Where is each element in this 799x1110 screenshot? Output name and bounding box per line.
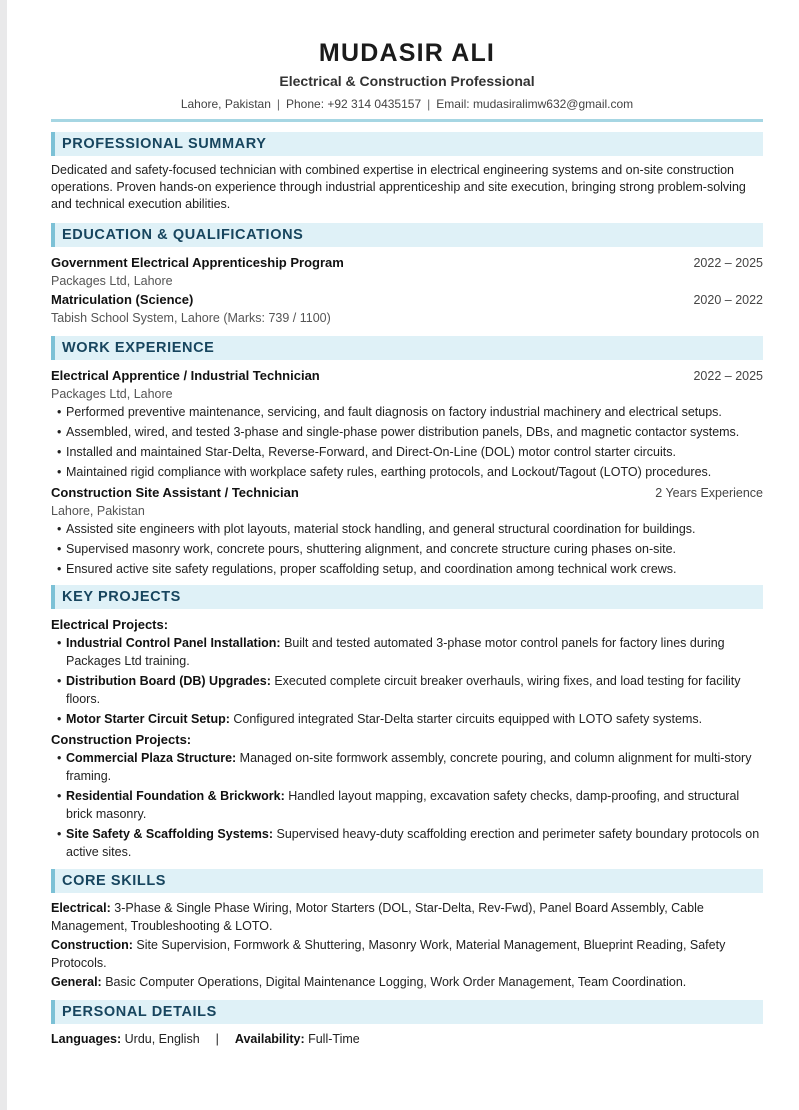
education-date: 2020 – 2022 [693, 293, 763, 307]
job-bullet: • Installed and maintained Star-Delta, Reverse-Forward, and Direct-On-Line (DOL) motor control starter circuits. [51, 443, 763, 461]
project-item [51, 787, 763, 823]
availability-label: Availability: [234, 1032, 305, 1046]
job-title: Construction Site Assistant / Technician [51, 485, 299, 500]
job-bullet: • Maintained rigid compliance with workplace safety rules, earthing protocols, and Lockout/Tagout (LOTO) procedures. [51, 463, 763, 481]
skill-line [51, 936, 763, 972]
candidate-title: Electrical & Construction Professional [279, 73, 535, 89]
project-label: Residential Foundation & Brickwork: [66, 789, 285, 803]
job-bullet: • Ensured active site safety regulations, proper scaffolding setup, and coordination among technical work crews. [51, 560, 763, 578]
header-divider [51, 119, 763, 122]
project-item [51, 672, 763, 708]
candidate-name: MUDASIR ALI [318, 39, 496, 67]
education-date: 2022 – 2025 [693, 256, 763, 270]
resume-page [51, 0, 763, 1048]
skill-text: 3-Phase & Single Phase Wiring, Motor Starters (DOL, Star-Delta, Rev-Fwd), Panel Board Assembly, Cable Management, Troubleshooting & LOTO. [51, 901, 704, 933]
project-item [51, 749, 763, 785]
project-label: Industrial Control Panel Installation: [66, 636, 281, 650]
education-item [51, 290, 763, 327]
section-heading-projects: KEY PROJECTS [51, 585, 763, 609]
job-bullet: • Assisted site engineers with plot layouts, material stock handling, and general structural coordination for buildings. [51, 520, 763, 538]
project-description: Executed complete circuit breaker overhauls, wiring fixes, and load testing for facility floors. [66, 674, 741, 706]
project-label: Motor Starter Circuit Setup: [66, 712, 230, 726]
languages-value: Urdu, English [121, 1032, 200, 1046]
job-title: Electrical Apprentice / Industrial Technician [51, 368, 320, 383]
education-row [51, 290, 763, 309]
contact-email[interactable]: Email: mudasiralimw632@gmail.com [436, 97, 634, 111]
section-heading-experience: WORK EXPERIENCE [51, 336, 763, 360]
project-description: Configured integrated Star-Delta starter circuits equipped with LOTO safety systems. [229, 712, 703, 726]
contact-line [51, 96, 763, 112]
page-left-edge [0, 0, 7, 1110]
job-employer: Packages Ltd, Lahore [51, 387, 173, 401]
job-bullets [51, 520, 763, 578]
job-bullet: • Supervised masonry work, concrete pours, shuttering alignment, and concrete structure curing phases on-site. [51, 540, 763, 558]
project-list [51, 634, 763, 728]
contact-separator: | [276, 97, 280, 111]
project-item [51, 825, 763, 861]
project-description: Managed on-site formwork assembly, concrete pouring, and column alignment for multi-story framing. [66, 751, 752, 783]
job-row [51, 366, 763, 385]
project-label: Distribution Board (DB) Upgrades: [66, 674, 271, 688]
project-group [51, 730, 763, 861]
job-item [51, 483, 763, 578]
education-title: Matriculation (Science) [51, 292, 194, 307]
job-date: 2 Years Experience [655, 486, 763, 500]
education-institution: Tabish School System, Lahore (Marks: 739 / 1100) [51, 311, 331, 325]
project-label: Commercial Plaza Structure: [66, 751, 237, 765]
project-item [51, 634, 763, 670]
job-bullet: • Assembled, wired, and tested 3-phase and single-phase power distribution panels, DBs, and magnetic contactor systems. [51, 423, 763, 441]
education-list [51, 253, 763, 327]
skill-label: Construction: [51, 938, 133, 952]
personal-details-line [51, 1030, 763, 1048]
section-heading-personal: PERSONAL DETAILS [51, 1000, 763, 1024]
skill-line [51, 899, 763, 935]
project-list [51, 749, 763, 861]
languages-label: Languages: [51, 1032, 122, 1046]
availability-value: Full-Time [304, 1032, 360, 1046]
project-description: Supervised heavy-duty scaffolding erection and perimeter safety boundary protocols on active sites. [66, 827, 760, 859]
project-category: Electrical Projects: [51, 617, 169, 632]
contact-phone: Phone: +92 314 0435157 [286, 97, 422, 111]
section-heading-summary: PROFESSIONAL SUMMARY [51, 132, 763, 156]
job-date: 2022 – 2025 [693, 369, 763, 383]
job-bullet: • Performed preventive maintenance, servicing, and fault diagnosis on factory industrial machinery and electrical setups. [51, 403, 763, 421]
job-item [51, 366, 763, 481]
project-description: Built and tested automated 3-phase motor control panels for factory lines during Packages Ltd training. [66, 636, 725, 668]
skill-text: Site Supervision, Formwork & Shuttering, Masonry Work, Material Management, Blueprint Reading, Safety Protocols. [51, 938, 726, 970]
project-item [51, 710, 763, 728]
education-row [51, 253, 763, 272]
skills-list [51, 899, 763, 991]
project-group [51, 615, 763, 728]
job-location: Lahore, Pakistan [51, 504, 145, 518]
details-divider: | [215, 1032, 219, 1046]
job-bullets [51, 403, 763, 481]
skill-text: Basic Computer Operations, Digital Maintenance Logging, Work Order Management, Team Coordination. [101, 975, 687, 989]
skill-line [51, 973, 763, 991]
project-label: Site Safety & Scaffolding Systems: [66, 827, 274, 841]
job-row [51, 483, 763, 502]
project-description: Handled layout mapping, excavation safety checks, damp-proofing, and structural brick masonry. [66, 789, 740, 821]
project-category: Construction Projects: [51, 732, 192, 747]
skill-label: General: [51, 975, 102, 989]
contact-separator: | [427, 97, 431, 111]
section-heading-education: EDUCATION & QUALIFICATIONS [51, 223, 763, 247]
education-title: Government Electrical Apprenticeship Program [51, 255, 344, 270]
skill-label: Electrical: [51, 901, 111, 915]
education-institution: Packages Ltd, Lahore [51, 274, 173, 288]
summary-text: Dedicated and safety-focused technician with combined expertise in electrical engineering systems and on-site construction operations. Proven hands-on experience through industrial apprenticeship and site execution, bringing strong problem-solving and technical execution abilities. [51, 163, 746, 211]
contact-location: Lahore, Pakistan [180, 97, 271, 111]
education-item [51, 253, 763, 290]
section-heading-skills: CORE SKILLS [51, 869, 763, 893]
